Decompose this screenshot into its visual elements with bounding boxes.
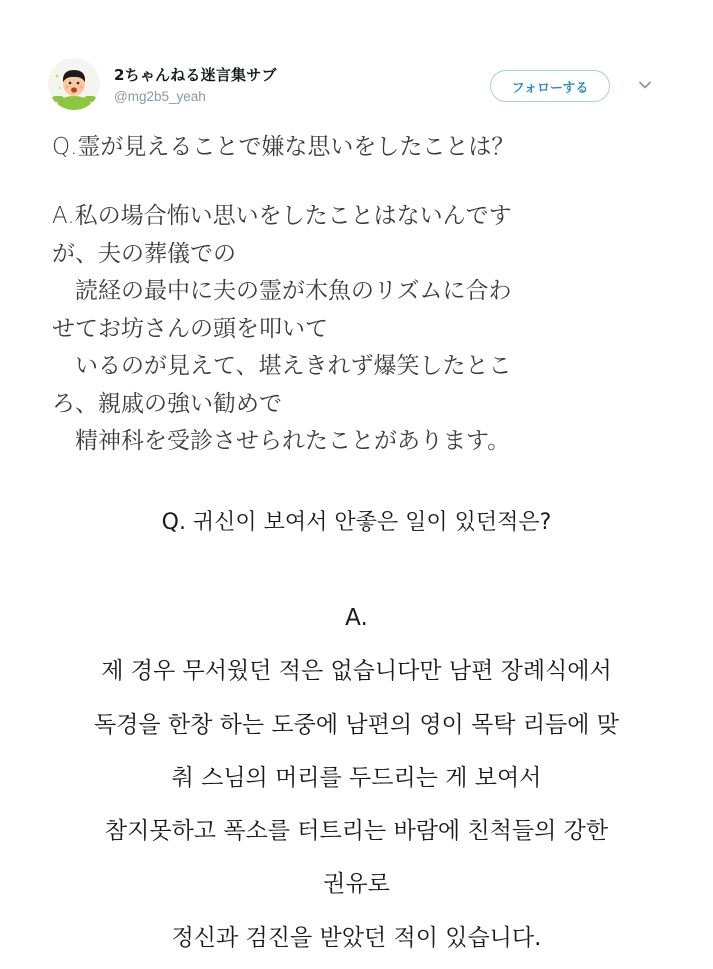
korean-answer-line: A. bbox=[345, 605, 368, 631]
japanese-answer-line: 精神科を受診させられたことがあります。 bbox=[52, 428, 511, 454]
author-info bbox=[114, 64, 277, 104]
japanese-question: Q.霊が見えることで嫌な思いをしたことは？ bbox=[52, 134, 515, 160]
display-name[interactable]: 2ちゃんねる迷言集サブ bbox=[114, 66, 277, 84]
japanese-answer-line: A.私の場合怖い思いをしたことはないんです bbox=[52, 203, 512, 229]
japanese-answer bbox=[52, 198, 512, 461]
chevron-down-icon[interactable] bbox=[638, 78, 652, 92]
tweet-header bbox=[48, 58, 668, 112]
korean-answer-line: 참지못하고 폭소를 터트리는 바람에 친척들의 강한 bbox=[104, 818, 609, 845]
korean-answer-line: 독경을 한창 하는 도중에 남편의 영이 목탁 리듬에 맞 bbox=[93, 711, 620, 738]
korean-answer-line: 정신과 검진을 받았던 적이 있습니다. bbox=[171, 924, 542, 951]
avatar-boy-icon bbox=[48, 58, 100, 110]
japanese-answer-line: ろ、親戚の強い勧めで bbox=[52, 390, 282, 417]
korean-answer bbox=[0, 592, 713, 965]
japanese-answer-line: せてお坊さんの頭を叩いて bbox=[52, 315, 328, 342]
japanese-answer-line: 読経の最中に夫の霊が木魚のリズムに合わ bbox=[52, 278, 512, 304]
korean-question: Q. 귀신이 보여서 안좋은 일이 있던적은? bbox=[161, 510, 552, 535]
user-handle[interactable]: @mg2b5_yeah bbox=[114, 89, 206, 104]
korean-answer-line: 제 경우 무서웠던 적은 없습니다만 남편 장례식에서 bbox=[101, 658, 612, 685]
korean-answer-line: 권유로 bbox=[323, 871, 390, 898]
korean-answer-line: 춰 스님의 머리를 두드리는 게 보여서 bbox=[171, 764, 542, 791]
avatar[interactable] bbox=[48, 58, 100, 110]
follow-button[interactable]: フォローする bbox=[490, 70, 610, 102]
japanese-answer-line: が、夫の葬儀での bbox=[52, 240, 236, 267]
japanese-answer-line: いるのが見えて、堪えきれず爆笑したとこ bbox=[52, 353, 512, 379]
